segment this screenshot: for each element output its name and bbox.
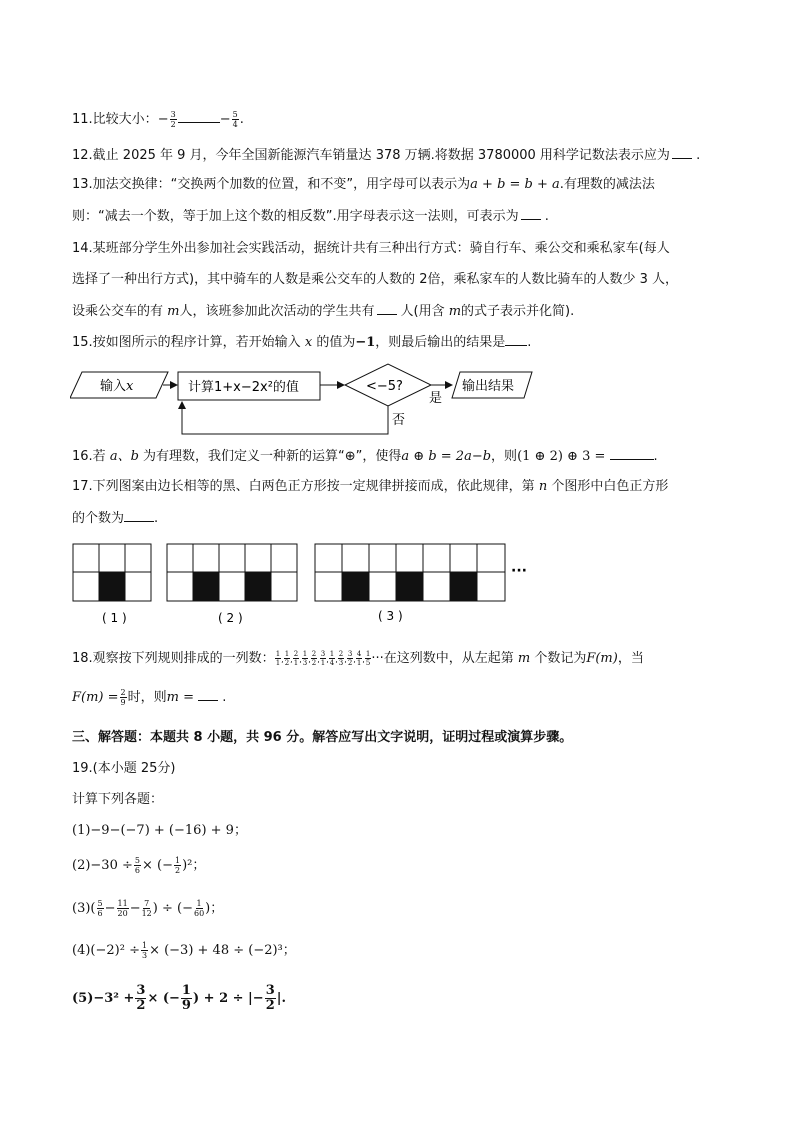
sequence-fraction: $\frac{3}{2}$	[347, 650, 353, 667]
answer-blank[interactable]	[178, 110, 220, 123]
sequence-fraction: $\frac{3}{1}$	[320, 650, 326, 667]
compute-label: 计算1+x−2x²的值	[188, 380, 299, 395]
pattern-label-2: ( 2 )	[218, 611, 243, 625]
question-19-part-1: (1)−9−(−7) + (−16) + 9；	[72, 823, 247, 838]
section-heading: 三、解答题：本题共 8 小题，共 96 分。解答应写出文字说明，证明过程或演算步骤。	[72, 730, 573, 745]
question-14-line-2: 选择了一种出行方式)，其中骑车的人数是乘公交车的人数的 2倍，乘私家车的人数比骑车的人数少 3 人，	[72, 272, 679, 287]
question-18-line-2: F(m) = $\frac{2}{9}$ 时，则m = .	[72, 688, 227, 707]
question-19-part-4: (4)(−2)² ÷ $\frac{1}{3}$ × (−3) + 48 ÷ (−2)³；	[72, 941, 296, 960]
question-13-line-2: 则：“减去一个数，等于加上这个数的相反数”.用字母表示这一法则，可表示为 .	[72, 209, 549, 224]
sequence-fraction: $\frac{1}{2}$	[284, 650, 290, 667]
sequence-fraction: $\frac{1}{4}$	[329, 650, 335, 667]
sequence-fraction: $\frac{2}{1}$	[293, 650, 299, 667]
sequence-fraction: $\frac{1}{3}$	[302, 650, 308, 667]
fraction-2-9: $\frac{2}{9}$	[120, 688, 126, 707]
question-15: 15.按如图所示的程序计算，若开始输入 x 的值为−1，则最后输出的结果是 .	[72, 335, 532, 350]
question-16: 16.若 a、b 为有理数，我们定义一种新的运算“⊕”，使得a ⊕ b = 2a−b，则(1 ⊕ 2) ⊕ 3 = .	[72, 449, 658, 464]
question-19-part-5: (5)−3² + $\frac{3}{2}$ × (− $\frac{1}{9}$ ) + 2 ÷ |− $\frac{3}{2}$ |.	[72, 983, 286, 1013]
question-11: 11.比较大小：− $\frac{3}{2}$ − $\frac{5}{4}$ .	[72, 110, 244, 129]
answer-blank[interactable]	[377, 302, 397, 315]
question-17-line-2: 的个数为 .	[72, 511, 159, 526]
flowchart	[70, 362, 540, 442]
sequence-fraction: $\frac{4}{1}$	[356, 650, 362, 667]
answer-blank[interactable]	[672, 146, 692, 159]
no-label: 否	[392, 413, 406, 428]
fraction-a: $\frac{3}{2}$	[170, 110, 176, 129]
pattern-label-3: ( 3 )	[378, 609, 403, 623]
sequence-fraction: $\frac{1}{1}$	[275, 650, 281, 667]
question-13-line-1: 13.加法交换律：“交换两个加数的位置，和不变”，用字母可以表示为a + b = b + a.有理数的减法法	[72, 177, 655, 192]
answer-blank[interactable]	[124, 509, 154, 522]
condition-label: <−5?	[366, 379, 403, 394]
sequence-fraction: $\frac{2}{2}$	[311, 650, 317, 667]
fraction-b: $\frac{5}{4}$	[232, 110, 238, 129]
loop-arrow	[182, 402, 388, 434]
sequence-fraction: $\frac{1}{5}$	[365, 650, 371, 667]
question-19-part-3: (3)( $\frac{5}{6}$ − $\frac{11}{20}$ − $\frac{7}{12}$ ) ÷ (− $\frac{1}{60}$ )；	[72, 899, 224, 918]
question-18-line-1: 18.观察按下列规则排成的一列数： $\frac{1}{1}$ , $\frac{1}{2}$ , $\frac{2}{1}$ , $\frac{1}{3}$ , $\frac{2}{2}$ , $\frac{3}{1}$ , $\frac{1}{4}$ , $\frac{2}{3}$ , $\frac{3}{2}$ , $\frac{4}{1}$ , $\frac{1}{5}$ ···在这列数中，从左起第 m 个数记为F(m)，当	[72, 650, 644, 667]
yes-label: 是	[429, 391, 443, 406]
pattern-1	[73, 544, 151, 601]
pattern-label-1: ( 1 )	[102, 611, 127, 625]
question-14-line-1: 14.某班部分学生外出参加社会实践活动，据统计共有三种出行方式：骑自行车、乘公交和乘私家车(每人	[72, 241, 670, 256]
pattern-figures	[70, 540, 540, 635]
pattern-2	[167, 544, 297, 601]
input-label: 输入x	[100, 379, 134, 394]
pattern-3	[315, 544, 505, 601]
answer-blank[interactable]	[505, 333, 527, 346]
question-12: 12.截止 2025 年 9 月，今年全国新能源汽车销量达 378 万辆.将数据 3780000 用科学记数法表示应为 .	[72, 148, 701, 163]
question-19-intro: 计算下列各题：	[72, 792, 164, 807]
number-sequence: $\frac{1}{1}$ , $\frac{1}{2}$ , $\frac{2}{1}$ , $\frac{1}{3}$ , $\frac{2}{2}$ , $\frac{3}{1}$ , $\frac{1}{4}$ , $\frac{2}{3}$ , $\frac{3}{2}$ , $\frac{4}{1}$ , $\frac{1}{5}$	[275, 650, 371, 667]
question-17-line-1: 17.下列图案由边长相等的黑、白两色正方形按一定规律拼接而成，依此规律，第 n 个图形中白色正方形	[72, 479, 669, 494]
answer-blank[interactable]	[521, 207, 541, 220]
answer-blank[interactable]	[610, 447, 654, 460]
question-19-part-2: (2)−30 ÷ $\frac{5}{6}$ × (− $\frac{1}{2}$ )²；	[72, 856, 206, 875]
answer-blank[interactable]	[198, 688, 218, 701]
question-19-title: 19.(本小题 25分)	[72, 761, 176, 776]
question-14-line-3: 设乘公交车的有 m人，该班参加此次活动的学生共有 人(用含 m的式子表示并化简).	[72, 304, 575, 319]
ellipsis: ···	[511, 563, 527, 579]
output-label: 输出结果	[462, 379, 515, 394]
sequence-fraction: $\frac{2}{3}$	[338, 650, 344, 667]
